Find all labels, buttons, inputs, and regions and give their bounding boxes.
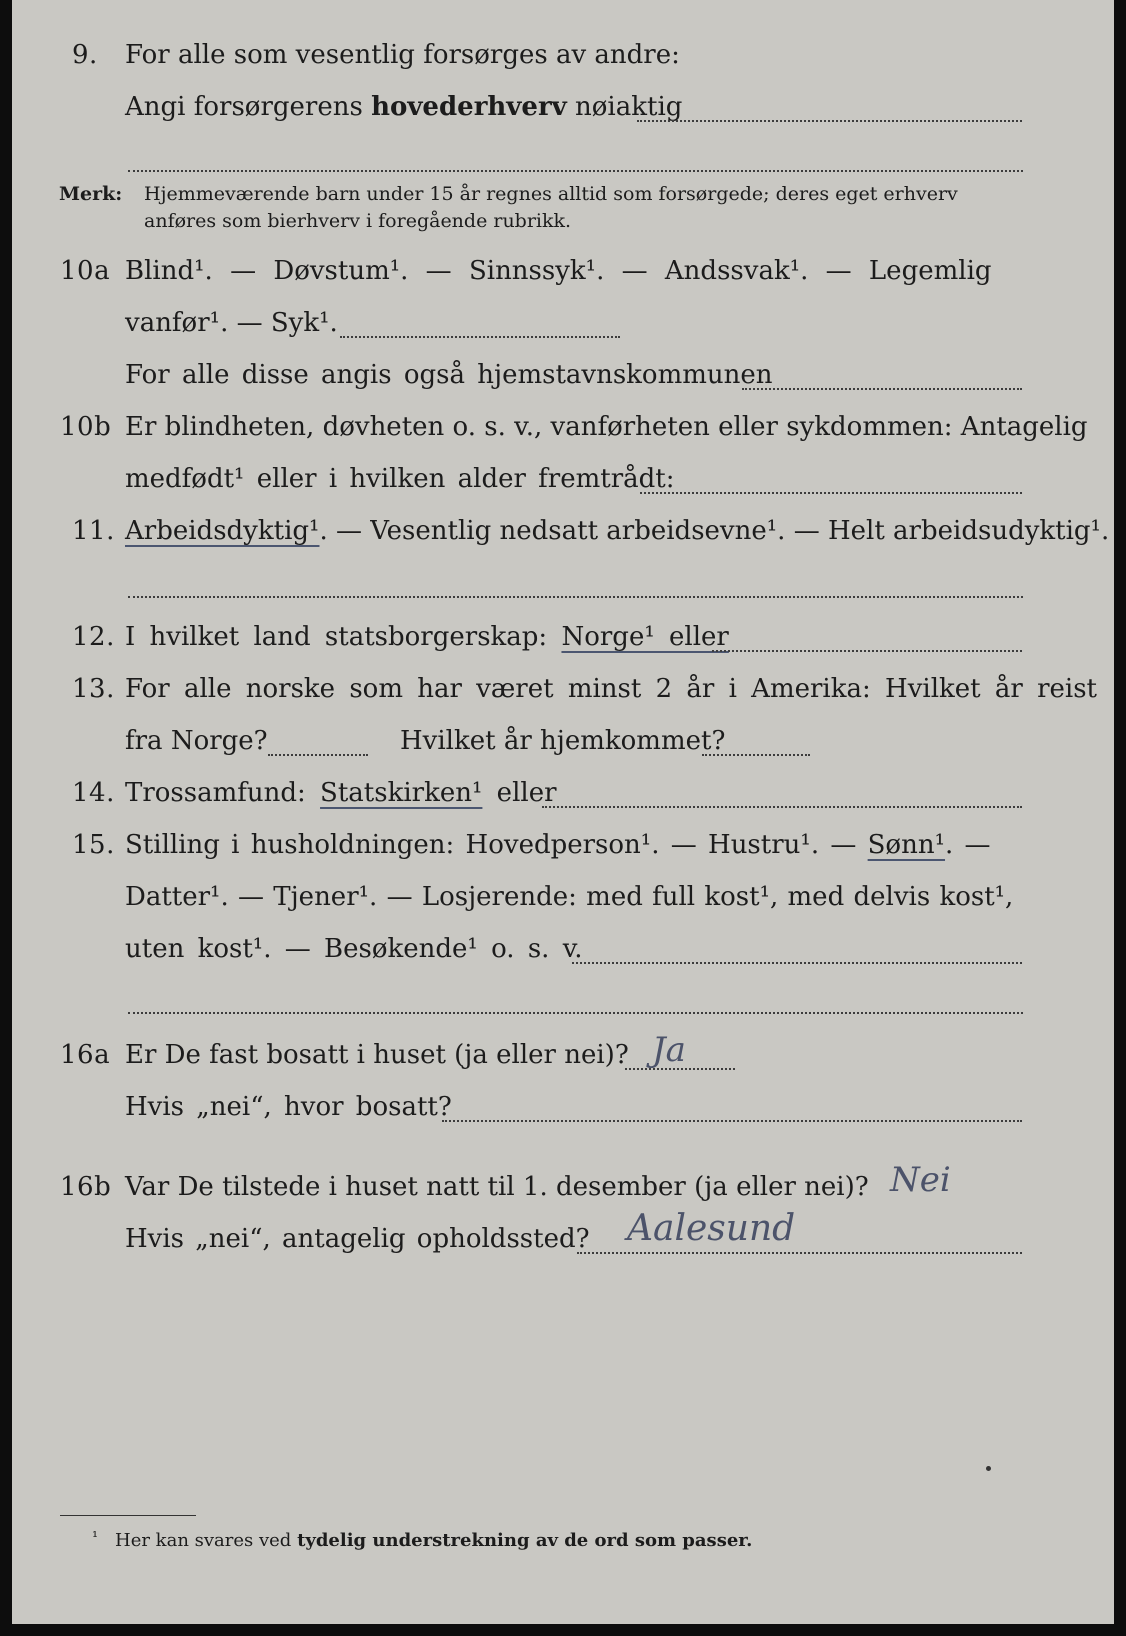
q11-answer-line[interactable] bbox=[128, 596, 1023, 598]
q10a-number: 10a bbox=[60, 256, 111, 286]
q14-number: 14. bbox=[72, 778, 115, 808]
q10a-text-line1: Blind¹. — Døvstum¹. — Sinnssyk¹. — Andssvak¹. — Legemlig bbox=[125, 256, 992, 286]
q15-underlined-choice: Sønn¹ bbox=[867, 830, 946, 860]
q11-underlined-choice: Arbeidsdyktig¹ bbox=[125, 516, 320, 546]
q10b-number: 10b bbox=[60, 412, 112, 442]
q14-answer-line[interactable] bbox=[542, 806, 1022, 808]
footnote-mark: ¹ bbox=[92, 1528, 99, 1546]
q16a-handwritten-answer: Ja bbox=[652, 1030, 686, 1070]
census-form-page bbox=[12, 0, 1114, 1624]
merk-text-line2: anføres som bierhverv i foregående rubrikk. bbox=[144, 210, 572, 232]
q16b-number: 16b bbox=[60, 1172, 112, 1202]
q15-text-line3: uten kost¹. — Besøkende¹ o. s. v. bbox=[125, 934, 583, 964]
q10b-text-line2: medfødt¹ eller i hvilken alder fremtrådt: bbox=[125, 464, 675, 494]
q11-number: 11. bbox=[72, 516, 115, 546]
q15-text-line1: Stilling i husholdningen: Hovedperson¹. — Hustru¹. — Sønn¹. — bbox=[125, 830, 991, 860]
q14-underlined-choice: Statskirken¹ bbox=[320, 778, 483, 808]
merk-text-line1: Hjemmeværende barn under 15 år regnes alltid som forsørgede; deres eget erhverv bbox=[144, 183, 958, 205]
q13-number: 13. bbox=[72, 674, 115, 704]
q16a-text-line1: Er De fast bosatt i huset (ja eller nei)? bbox=[125, 1040, 629, 1070]
q12-text: I hvilket land statsborgerskap: Norge¹ eller bbox=[125, 622, 729, 652]
q16a-number: 16a bbox=[60, 1040, 111, 1070]
q13-text-hjemkommet: Hvilket år hjemkommet? bbox=[400, 726, 726, 756]
q9-text-line1: For alle som vesentlig forsørges av andre: bbox=[125, 40, 680, 70]
q15-answer-line-2[interactable] bbox=[128, 1012, 1023, 1014]
q16b-text-line2: Hvis „nei“, antagelig opholdssted? bbox=[125, 1224, 590, 1254]
q9-answer-line[interactable] bbox=[637, 120, 1022, 122]
q13-reist-answer-line[interactable] bbox=[268, 754, 368, 756]
q13-text-line1: For alle norske som har været minst 2 år i Amerika: Hvilket år reist bbox=[125, 674, 1097, 704]
q10a-text-line2: vanfør¹. — Syk¹. bbox=[125, 308, 338, 338]
q10a-text-line3: For alle disse angis også hjemstavnskommunen bbox=[125, 360, 773, 390]
q10a-kommune-line[interactable] bbox=[742, 388, 1022, 390]
q15-text-line2: Datter¹. — Tjener¹. — Losjerende: med full kost¹, med delvis kost¹, bbox=[125, 882, 1014, 912]
q10b-answer-line[interactable] bbox=[640, 492, 1022, 494]
q16a-bosatt-answer-line[interactable] bbox=[442, 1120, 1022, 1122]
q13-text-fra-norge: fra Norge? bbox=[125, 726, 268, 756]
q12-underlined-choice: Norge¹ eller bbox=[561, 622, 729, 652]
merk-label: Merk: bbox=[59, 183, 123, 205]
q16b-opholdssted-answer-line[interactable] bbox=[577, 1252, 1022, 1254]
footnote-rule bbox=[60, 1515, 196, 1516]
footnote-text: Her kan svares ved tydelig understrekning av de ord som passer. bbox=[115, 1530, 753, 1551]
stray-dot bbox=[986, 1466, 991, 1471]
q16b-text-line1: Var De tilstede i huset natt til 1. desember (ja eller nei)? bbox=[125, 1172, 869, 1202]
q13-hjemkommet-answer-line[interactable] bbox=[702, 754, 810, 756]
q12-number: 12. bbox=[72, 622, 115, 652]
q16b-handwritten-answer: Nei bbox=[890, 1160, 951, 1200]
q9-answer-line-2[interactable] bbox=[128, 170, 1023, 172]
q10a-answer-line[interactable] bbox=[340, 336, 620, 338]
q11-text: Arbeidsdyktig¹. — Vesentlig nedsatt arbeidsevne¹. — Helt arbeidsudyktig¹. bbox=[125, 516, 1110, 546]
q15-answer-line[interactable] bbox=[572, 962, 1022, 964]
q16b-handwritten-place: Aalesund bbox=[627, 1208, 796, 1249]
q12-answer-line[interactable] bbox=[712, 650, 1022, 652]
q15-number: 15. bbox=[72, 830, 115, 860]
q10b-text-line1: Er blindheten, døvheten o. s. v., vanførheten eller sykdommen: Antagelig bbox=[125, 412, 1088, 442]
q16a-text-line2: Hvis „nei“, hvor bosatt? bbox=[125, 1092, 452, 1122]
q9-number: 9. bbox=[72, 40, 98, 70]
q14-text: Trossamfund: Statskirken¹ eller bbox=[125, 778, 557, 808]
q9-text-line2: Angi forsørgerens hovederhverv nøiaktig bbox=[125, 92, 683, 122]
